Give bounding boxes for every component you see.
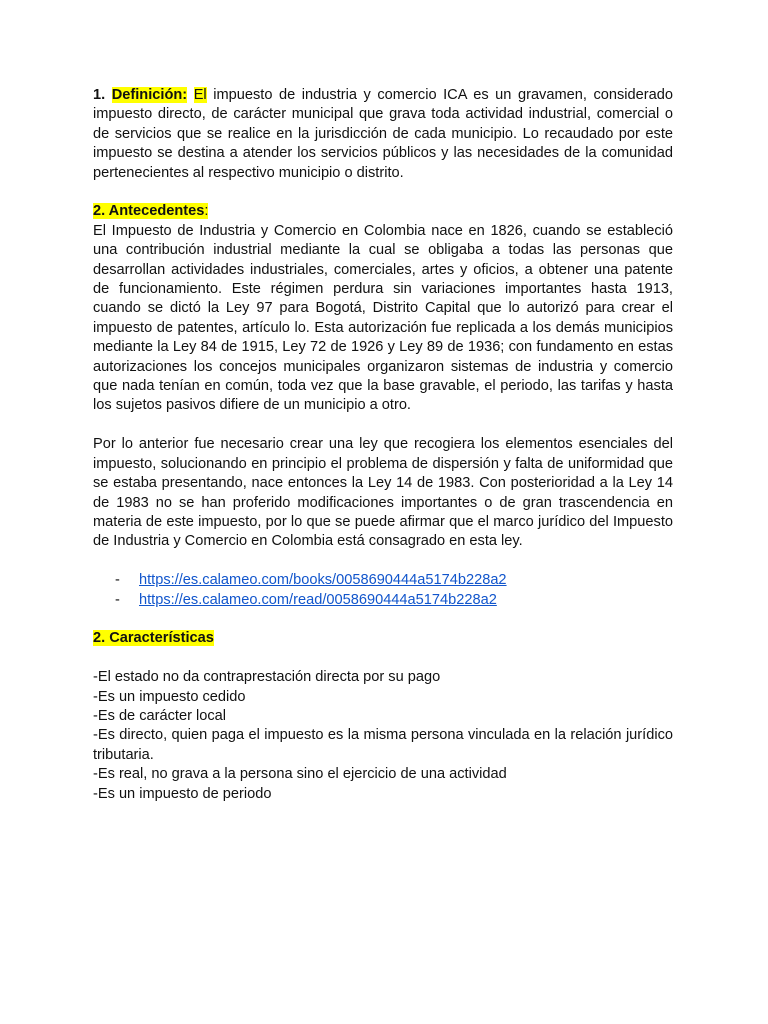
antecedentes-paragraph-1: El Impuesto de Industria y Comercio en Colombia nace en 1826, cuando se estableció una contribución industrial mediante la cual se obligaba a todas las personas que desarrollan actividades industriales, comerciales, artes y oficios, a obtener una patente de funcionamiento. Este régimen perdura sin variaciones importantes hasta 1913, cuando se dictó la Ley 97 para Bogotá, Distrito Capital que lo autorizó para crear el impuesto de patentes, artículo lo. Esta autorización fue replicada a los demás municipios mediante la Ley 84 de 1915, Ley 72 de 1926 y Ley 89 de 1936; con fundamento en estas autorizaciones los concejos municipales organizaron sistemas de industria y comercio que nada tenían en común, toda vez que la base gravable, el periodo, las tarifas y hasta los sujetos pasivos difiere de un municipio a otro. (93, 222, 673, 414)
caracteristica-item: -Es de carácter local (93, 707, 227, 724)
reference-link-list (93, 571, 673, 610)
reference-link-item (93, 591, 673, 610)
definition-heading: Definición: (111, 87, 188, 103)
antecedentes-heading-suffix: : (204, 203, 209, 220)
definition-number: 1. (93, 87, 106, 103)
caracteristica-item: -Es directo, quien paga el impuesto es la misma persona vinculada en la relación jurídico tributaria. (93, 727, 673, 763)
reference-link-read[interactable]: https://es.calameo.com/read/0058690444a5174b228a2 (139, 591, 497, 608)
caracteristicas-heading-line (93, 629, 673, 648)
caracteristicas-heading: 2. Características (93, 630, 214, 647)
antecedentes-heading: 2. Antecedentes (93, 203, 205, 220)
caracteristica-item: -Es un impuesto cedido (93, 688, 246, 705)
caracteristica-item: -El estado no da contraprestación directa por su pago (93, 669, 441, 686)
list-bullet: - (115, 572, 120, 589)
definition-text: impuesto de industria y comercio ICA es un gravamen, considerado impuesto directo, de carácter municipal que grava toda actividad industrial, comercial o de servicios que se realice en la jurisdicción de cada municipio. Lo recaudado por este impuesto se destina a atender los servicios públicos y las necesidades de la comunidad pertenecientes al respectivo municipio o distrito. (93, 87, 673, 181)
antecedentes-heading-line (93, 202, 673, 221)
caracteristica-item: -Es real, no grava a la persona sino el ejercicio de una actividad (93, 766, 507, 783)
definition-highlight-word: El (193, 87, 207, 103)
document-body (93, 86, 673, 804)
reference-link-item (93, 571, 673, 590)
antecedentes-paragraph-2: Por lo anterior fue necesario crear una ley que recogiera los elementos esenciales del impuesto, solucionando en principio el problema de dispersión y falta de uniformidad que se estaba presentando, nace entonces la Ley 14 de 1983. Con posterioridad a la Ley 14 de 1983 no se han proferido modificaciones importantes o de gran trascendencia en materia de este impuesto, por lo que se puede afirmar que el marco jurídico del Impuesto de Industria y Comercio en Colombia está consagrado en esta ley. (93, 436, 673, 550)
caracteristica-item: -Es un impuesto de periodo (93, 785, 272, 802)
definition-paragraph (93, 86, 673, 183)
list-bullet: - (115, 591, 120, 608)
reference-link-books[interactable]: https://es.calameo.com/books/0058690444a5174b228a2 (139, 572, 507, 589)
